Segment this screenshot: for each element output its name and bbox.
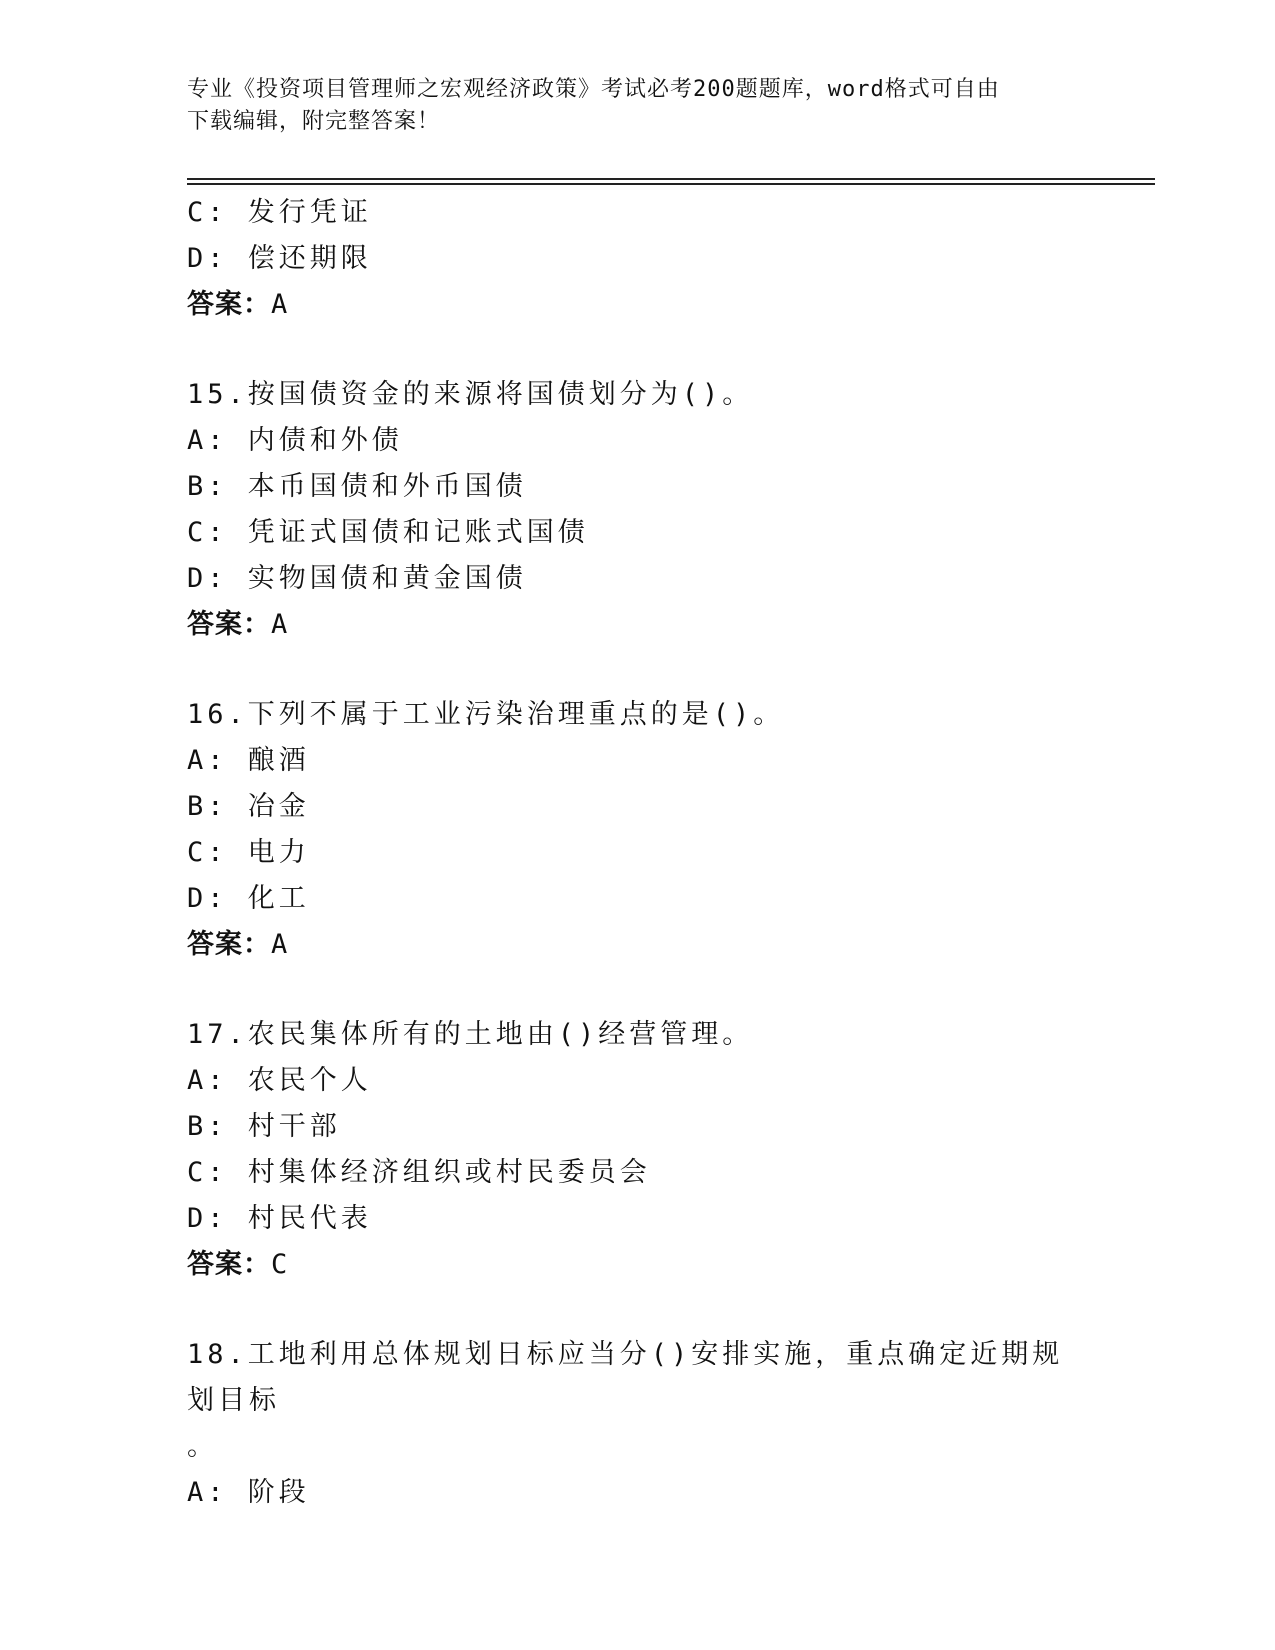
answer-line: 答案：A [187,929,289,960]
question-list [187,190,1087,1516]
option-a: A: 农民个人 [187,1065,372,1096]
option-d: D: 偿还期限 [187,243,372,274]
question-15 [187,372,1087,648]
question-stem: 17.农民集体所有的土地由()经营管理。 [187,1019,754,1050]
header-divider-bottom [187,183,1155,185]
option-d: D: 化工 [187,883,310,914]
question-stem: 15.按国债资金的来源将国债划分为()。 [187,379,754,410]
answer-line: 答案：A [187,609,289,640]
document-header [187,74,1067,138]
option-b: B: 冶金 [187,791,310,822]
option-c: C: 发行凭证 [187,197,372,228]
option-b: B: 本币国债和外币国债 [187,471,527,502]
header-line-1: 专业《投资项目管理师之宏观经济政策》考试必考200题题库，word格式可自由 [187,77,1000,102]
question-stem: 16.下列不属于工业污染治理重点的是()。 [187,699,785,730]
answer-line: 答案：C [187,1249,289,1280]
option-a: A: 阶段 [187,1477,310,1508]
header-divider-top [187,178,1155,180]
option-a: A: 酿酒 [187,745,310,776]
question-17 [187,1012,1087,1288]
option-a: A: 内债和外债 [187,425,403,456]
option-b: B: 村干部 [187,1111,341,1142]
option-c: C: 村集体经济组织或村民委员会 [187,1157,651,1188]
option-c: C: 电力 [187,837,310,868]
header-line-2: 下载编辑，附完整答案！ [187,109,441,134]
question-16 [187,692,1087,968]
option-c: C: 凭证式国债和记账式国债 [187,517,589,548]
option-d: D: 村民代表 [187,1203,372,1234]
previous-question-tail [187,190,1087,328]
answer-line: 答案：A [187,289,289,320]
question-stem: 18.工地利用总体规划日标应当分()安排实施，重点确定近期规划目标 。 [187,1332,1087,1470]
question-stem-continuation: 。 [187,1431,218,1462]
question-18 [187,1332,1087,1516]
option-d: D: 实物国债和黄金国债 [187,563,527,594]
